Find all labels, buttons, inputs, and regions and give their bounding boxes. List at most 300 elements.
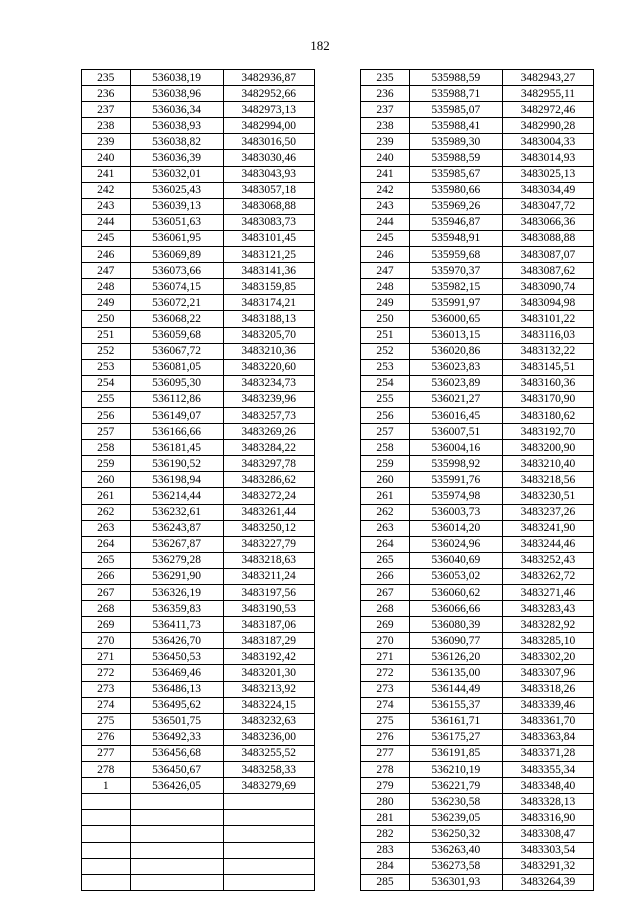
right-y-coordinate: 3483237,26: [502, 504, 593, 520]
right-y-coordinate: 3483094,98: [502, 295, 593, 311]
column-gap: [314, 295, 361, 311]
left-point-number: 262: [82, 504, 131, 520]
left-point-number: [82, 810, 131, 826]
table-row: [82, 826, 594, 842]
table-row: [82, 424, 594, 440]
column-gap: [314, 247, 361, 263]
right-point-number: 246: [361, 247, 410, 263]
right-x-coordinate: 535989,30: [409, 134, 502, 150]
left-point-number: 272: [82, 665, 131, 681]
right-x-coordinate: 535959,68: [409, 247, 502, 263]
right-point-number: 255: [361, 391, 410, 407]
table-row: [82, 858, 594, 874]
right-y-coordinate: 3483241,90: [502, 520, 593, 536]
right-point-number: 285: [361, 874, 410, 890]
left-point-number: 266: [82, 568, 131, 584]
left-point-number: 254: [82, 375, 131, 391]
table-row: [82, 279, 594, 295]
column-gap: [314, 134, 361, 150]
column-gap: [314, 327, 361, 343]
table-row: [82, 778, 594, 794]
left-point-number: 252: [82, 343, 131, 359]
right-point-number: 267: [361, 585, 410, 601]
column-gap: [314, 343, 361, 359]
table-row: [82, 118, 594, 134]
right-point-number: 277: [361, 745, 410, 761]
left-point-number: 247: [82, 263, 131, 279]
table-row: [82, 327, 594, 343]
left-point-number: 242: [82, 182, 131, 198]
right-x-coordinate: 536135,00: [409, 665, 502, 681]
right-y-coordinate: 3483047,72: [502, 198, 593, 214]
table-row: [82, 247, 594, 263]
column-gap: [314, 150, 361, 166]
right-point-number: 250: [361, 311, 410, 327]
left-point-number: 236: [82, 86, 131, 102]
left-x-coordinate: 536492,33: [130, 729, 223, 745]
left-x-coordinate: 536038,19: [130, 70, 223, 86]
left-point-number: 274: [82, 697, 131, 713]
column-gap: [314, 681, 361, 697]
left-x-coordinate: 536214,44: [130, 488, 223, 504]
table-row: [82, 230, 594, 246]
left-x-coordinate: 536243,87: [130, 520, 223, 536]
left-y-coordinate: 3483197,56: [223, 585, 314, 601]
table-row: [82, 407, 594, 423]
table-row: [82, 810, 594, 826]
right-point-number: 245: [361, 230, 410, 246]
right-point-number: 244: [361, 214, 410, 230]
left-x-coordinate: 536039,13: [130, 198, 223, 214]
left-x-coordinate: 536291,90: [130, 568, 223, 584]
right-y-coordinate: 3483192,70: [502, 424, 593, 440]
right-x-coordinate: 535991,76: [409, 472, 502, 488]
right-y-coordinate: 3483361,70: [502, 713, 593, 729]
right-x-coordinate: 535982,15: [409, 279, 502, 295]
right-point-number: 240: [361, 150, 410, 166]
right-y-coordinate: 3483355,34: [502, 762, 593, 778]
column-gap: [314, 198, 361, 214]
right-x-coordinate: 535985,07: [409, 102, 502, 118]
right-x-coordinate: 536250,32: [409, 826, 502, 842]
table-row: [82, 520, 594, 536]
right-point-number: 278: [361, 762, 410, 778]
right-x-coordinate: 536210,19: [409, 762, 502, 778]
left-point-number: 240: [82, 150, 131, 166]
table-row: [82, 633, 594, 649]
column-gap: [314, 874, 361, 890]
left-x-coordinate: 536036,34: [130, 102, 223, 118]
column-gap: [314, 601, 361, 617]
right-y-coordinate: 3483244,46: [502, 536, 593, 552]
right-point-number: 237: [361, 102, 410, 118]
right-y-coordinate: 3483025,13: [502, 166, 593, 182]
column-gap: [314, 230, 361, 246]
left-y-coordinate: 3483188,13: [223, 311, 314, 327]
table-row: [82, 472, 594, 488]
right-x-coordinate: 536023,89: [409, 375, 502, 391]
table-row: [82, 842, 594, 858]
left-x-coordinate: 536426,05: [130, 778, 223, 794]
right-point-number: 260: [361, 472, 410, 488]
table-row: [82, 375, 594, 391]
left-point-number: 258: [82, 440, 131, 456]
left-y-coordinate: 3483210,36: [223, 343, 314, 359]
left-y-coordinate: 3483258,33: [223, 762, 314, 778]
right-y-coordinate: 3483101,22: [502, 311, 593, 327]
column-gap: [314, 568, 361, 584]
column-gap: [314, 617, 361, 633]
right-x-coordinate: 536014,20: [409, 520, 502, 536]
left-point-number: 263: [82, 520, 131, 536]
column-gap: [314, 778, 361, 794]
column-gap: [314, 585, 361, 601]
right-x-coordinate: 536161,71: [409, 713, 502, 729]
left-point-number: 243: [82, 198, 131, 214]
right-x-coordinate: 536080,39: [409, 617, 502, 633]
left-x-coordinate: [130, 810, 223, 826]
left-y-coordinate: 3483239,96: [223, 391, 314, 407]
left-point-number: [82, 874, 131, 890]
left-y-coordinate: 3483224,15: [223, 697, 314, 713]
column-gap: [314, 118, 361, 134]
column-gap: [314, 424, 361, 440]
left-point-number: 264: [82, 536, 131, 552]
left-y-coordinate: 3483257,73: [223, 407, 314, 423]
right-y-coordinate: 3483066,36: [502, 214, 593, 230]
right-point-number: 275: [361, 713, 410, 729]
right-y-coordinate: 3483132,22: [502, 343, 593, 359]
left-x-coordinate: 536450,53: [130, 649, 223, 665]
right-point-number: 256: [361, 407, 410, 423]
right-point-number: 238: [361, 118, 410, 134]
column-gap: [314, 391, 361, 407]
table-row: [82, 649, 594, 665]
left-y-coordinate: 3483213,92: [223, 681, 314, 697]
left-x-coordinate: 536051,63: [130, 214, 223, 230]
left-y-coordinate: [223, 826, 314, 842]
right-y-coordinate: 3483303,54: [502, 842, 593, 858]
left-y-coordinate: 3482973,13: [223, 102, 314, 118]
table-row: [82, 585, 594, 601]
left-y-coordinate: 3483121,25: [223, 247, 314, 263]
left-point-number: 237: [82, 102, 131, 118]
left-x-coordinate: 536190,52: [130, 456, 223, 472]
left-point-number: [82, 842, 131, 858]
right-x-coordinate: 536090,77: [409, 633, 502, 649]
right-x-coordinate: 535988,59: [409, 150, 502, 166]
right-point-number: 273: [361, 681, 410, 697]
right-point-number: 276: [361, 729, 410, 745]
table-row: [82, 504, 594, 520]
right-x-coordinate: 536004,16: [409, 440, 502, 456]
left-point-number: 269: [82, 617, 131, 633]
table-row: [82, 214, 594, 230]
right-y-coordinate: 3483210,40: [502, 456, 593, 472]
column-gap: [314, 279, 361, 295]
left-point-number: 245: [82, 230, 131, 246]
left-y-coordinate: 3483269,26: [223, 424, 314, 440]
table-row: [82, 166, 594, 182]
right-x-coordinate: 536126,20: [409, 649, 502, 665]
right-point-number: 280: [361, 794, 410, 810]
left-y-coordinate: 3483211,24: [223, 568, 314, 584]
column-gap: [314, 520, 361, 536]
right-y-coordinate: 3483004,33: [502, 134, 593, 150]
coordinates-table: [81, 69, 594, 891]
page-number: 182: [310, 38, 330, 53]
left-y-coordinate: [223, 874, 314, 890]
table-row: [82, 86, 594, 102]
table-row: [82, 102, 594, 118]
right-y-coordinate: 3483271,46: [502, 585, 593, 601]
left-y-coordinate: 3483218,63: [223, 552, 314, 568]
right-y-coordinate: 3483252,43: [502, 552, 593, 568]
left-y-coordinate: 3483101,45: [223, 230, 314, 246]
table-row: [82, 794, 594, 810]
column-gap: [314, 182, 361, 198]
table-row: [82, 488, 594, 504]
right-y-coordinate: 3483283,43: [502, 601, 593, 617]
column-gap: [314, 70, 361, 86]
left-point-number: 268: [82, 601, 131, 617]
column-gap: [314, 552, 361, 568]
right-y-coordinate: 3483302,20: [502, 649, 593, 665]
left-x-coordinate: 536061,95: [130, 230, 223, 246]
left-y-coordinate: [223, 794, 314, 810]
left-y-coordinate: 3482994,00: [223, 118, 314, 134]
right-point-number: 283: [361, 842, 410, 858]
left-y-coordinate: 3483234,73: [223, 375, 314, 391]
right-x-coordinate: 536000,65: [409, 311, 502, 327]
left-y-coordinate: 3483159,85: [223, 279, 314, 295]
right-point-number: 272: [361, 665, 410, 681]
left-y-coordinate: 3483284,22: [223, 440, 314, 456]
right-x-coordinate: 535974,98: [409, 488, 502, 504]
left-x-coordinate: 536501,75: [130, 713, 223, 729]
left-y-coordinate: 3483297,78: [223, 456, 314, 472]
left-x-coordinate: 536279,28: [130, 552, 223, 568]
left-x-coordinate: 536038,93: [130, 118, 223, 134]
column-gap: [314, 762, 361, 778]
right-point-number: 258: [361, 440, 410, 456]
right-point-number: 284: [361, 858, 410, 874]
column-gap: [314, 440, 361, 456]
column-gap: [314, 810, 361, 826]
right-y-coordinate: 3483262,72: [502, 568, 593, 584]
left-x-coordinate: [130, 826, 223, 842]
left-point-number: 253: [82, 359, 131, 375]
table-row: [82, 536, 594, 552]
left-x-coordinate: 536359,83: [130, 601, 223, 617]
right-y-coordinate: 3483014,93: [502, 150, 593, 166]
right-x-coordinate: 536007,51: [409, 424, 502, 440]
table-row: [82, 134, 594, 150]
right-x-coordinate: 536191,85: [409, 745, 502, 761]
left-x-coordinate: 536426,70: [130, 633, 223, 649]
left-point-number: 265: [82, 552, 131, 568]
table-row: [82, 311, 594, 327]
left-x-coordinate: 536486,13: [130, 681, 223, 697]
right-point-number: 269: [361, 617, 410, 633]
right-point-number: 266: [361, 568, 410, 584]
left-x-coordinate: 536038,96: [130, 86, 223, 102]
left-point-number: 248: [82, 279, 131, 295]
left-x-coordinate: 536095,30: [130, 375, 223, 391]
left-point-number: 249: [82, 295, 131, 311]
left-y-coordinate: 3483187,29: [223, 633, 314, 649]
left-y-coordinate: 3483030,46: [223, 150, 314, 166]
right-x-coordinate: 536021,27: [409, 391, 502, 407]
right-point-number: 235: [361, 70, 410, 86]
right-x-coordinate: 536066,66: [409, 601, 502, 617]
right-y-coordinate: 3483087,62: [502, 263, 593, 279]
right-point-number: 251: [361, 327, 410, 343]
right-y-coordinate: 3483218,56: [502, 472, 593, 488]
left-point-number: 244: [82, 214, 131, 230]
right-point-number: 249: [361, 295, 410, 311]
left-point-number: 271: [82, 649, 131, 665]
right-x-coordinate: 535980,66: [409, 182, 502, 198]
left-point-number: 277: [82, 745, 131, 761]
right-x-coordinate: 535985,67: [409, 166, 502, 182]
left-point-number: 270: [82, 633, 131, 649]
left-x-coordinate: 536068,22: [130, 311, 223, 327]
left-x-coordinate: 536166,66: [130, 424, 223, 440]
column-gap: [314, 536, 361, 552]
right-x-coordinate: 536053,02: [409, 568, 502, 584]
right-point-number: 268: [361, 601, 410, 617]
right-y-coordinate: 3483285,10: [502, 633, 593, 649]
left-y-coordinate: 3483187,06: [223, 617, 314, 633]
left-y-coordinate: 3483174,21: [223, 295, 314, 311]
right-y-coordinate: 3483087,07: [502, 247, 593, 263]
left-x-coordinate: 536073,66: [130, 263, 223, 279]
right-x-coordinate: 536016,45: [409, 407, 502, 423]
column-gap: [314, 359, 361, 375]
left-x-coordinate: 536072,21: [130, 295, 223, 311]
left-x-coordinate: 536059,68: [130, 327, 223, 343]
table-row: [82, 343, 594, 359]
right-point-number: 257: [361, 424, 410, 440]
table-row: [82, 150, 594, 166]
right-y-coordinate: 3483316,90: [502, 810, 593, 826]
column-gap: [314, 745, 361, 761]
coordinates-table-body: [82, 70, 594, 891]
right-y-coordinate: 3483034,49: [502, 182, 593, 198]
column-gap: [314, 214, 361, 230]
left-x-coordinate: 536456,68: [130, 745, 223, 761]
column-gap: [314, 794, 361, 810]
column-gap: [314, 166, 361, 182]
left-x-coordinate: 536411,73: [130, 617, 223, 633]
right-x-coordinate: 536239,05: [409, 810, 502, 826]
left-point-number: 246: [82, 247, 131, 263]
right-y-coordinate: 3483318,26: [502, 681, 593, 697]
right-point-number: 271: [361, 649, 410, 665]
left-point-number: 273: [82, 681, 131, 697]
table-row: [82, 263, 594, 279]
left-x-coordinate: 536074,15: [130, 279, 223, 295]
table-row: [82, 295, 594, 311]
left-x-coordinate: 536267,87: [130, 536, 223, 552]
right-x-coordinate: 536301,93: [409, 874, 502, 890]
left-y-coordinate: 3483016,50: [223, 134, 314, 150]
left-point-number: 261: [82, 488, 131, 504]
right-y-coordinate: 3483200,90: [502, 440, 593, 456]
left-y-coordinate: 3482936,87: [223, 70, 314, 86]
right-point-number: 239: [361, 134, 410, 150]
right-x-coordinate: 536230,58: [409, 794, 502, 810]
left-y-coordinate: 3483190,53: [223, 601, 314, 617]
table-row: [82, 391, 594, 407]
left-point-number: 256: [82, 407, 131, 423]
right-x-coordinate: 535988,41: [409, 118, 502, 134]
right-x-coordinate: 535946,87: [409, 214, 502, 230]
right-y-coordinate: 3483282,92: [502, 617, 593, 633]
right-y-coordinate: 3483116,03: [502, 327, 593, 343]
right-x-coordinate: 535991,97: [409, 295, 502, 311]
right-x-coordinate: 536020,86: [409, 343, 502, 359]
right-y-coordinate: 3483363,84: [502, 729, 593, 745]
right-point-number: 242: [361, 182, 410, 198]
right-x-coordinate: 536175,27: [409, 729, 502, 745]
left-y-coordinate: 3482952,66: [223, 86, 314, 102]
table-row: [82, 874, 594, 890]
right-point-number: 236: [361, 86, 410, 102]
left-x-coordinate: 536025,43: [130, 182, 223, 198]
column-gap: [314, 263, 361, 279]
left-point-number: 257: [82, 424, 131, 440]
right-x-coordinate: 536273,58: [409, 858, 502, 874]
left-point-number: 238: [82, 118, 131, 134]
right-x-coordinate: 535970,37: [409, 263, 502, 279]
left-point-number: [82, 794, 131, 810]
right-y-coordinate: 3483230,51: [502, 488, 593, 504]
left-y-coordinate: 3483192,42: [223, 649, 314, 665]
left-y-coordinate: 3483201,30: [223, 665, 314, 681]
left-point-number: 275: [82, 713, 131, 729]
right-x-coordinate: 536040,69: [409, 552, 502, 568]
column-gap: [314, 102, 361, 118]
left-x-coordinate: [130, 794, 223, 810]
right-x-coordinate: 536155,37: [409, 697, 502, 713]
left-point-number: 1: [82, 778, 131, 794]
column-gap: [314, 697, 361, 713]
left-x-coordinate: 536038,82: [130, 134, 223, 150]
left-x-coordinate: 536036,39: [130, 150, 223, 166]
right-point-number: 247: [361, 263, 410, 279]
right-y-coordinate: 3483088,88: [502, 230, 593, 246]
left-y-coordinate: 3483068,88: [223, 198, 314, 214]
table-row: [82, 745, 594, 761]
left-y-coordinate: 3483272,24: [223, 488, 314, 504]
right-point-number: 253: [361, 359, 410, 375]
table-row: [82, 762, 594, 778]
table-row: [82, 456, 594, 472]
right-point-number: 281: [361, 810, 410, 826]
right-x-coordinate: 536221,79: [409, 778, 502, 794]
right-x-coordinate: 536024,96: [409, 536, 502, 552]
right-x-coordinate: 535998,92: [409, 456, 502, 472]
right-x-coordinate: 536003,73: [409, 504, 502, 520]
right-x-coordinate: 536013,15: [409, 327, 502, 343]
column-gap: [314, 472, 361, 488]
right-point-number: 252: [361, 343, 410, 359]
left-y-coordinate: 3483261,44: [223, 504, 314, 520]
left-x-coordinate: 536112,86: [130, 391, 223, 407]
left-y-coordinate: [223, 842, 314, 858]
